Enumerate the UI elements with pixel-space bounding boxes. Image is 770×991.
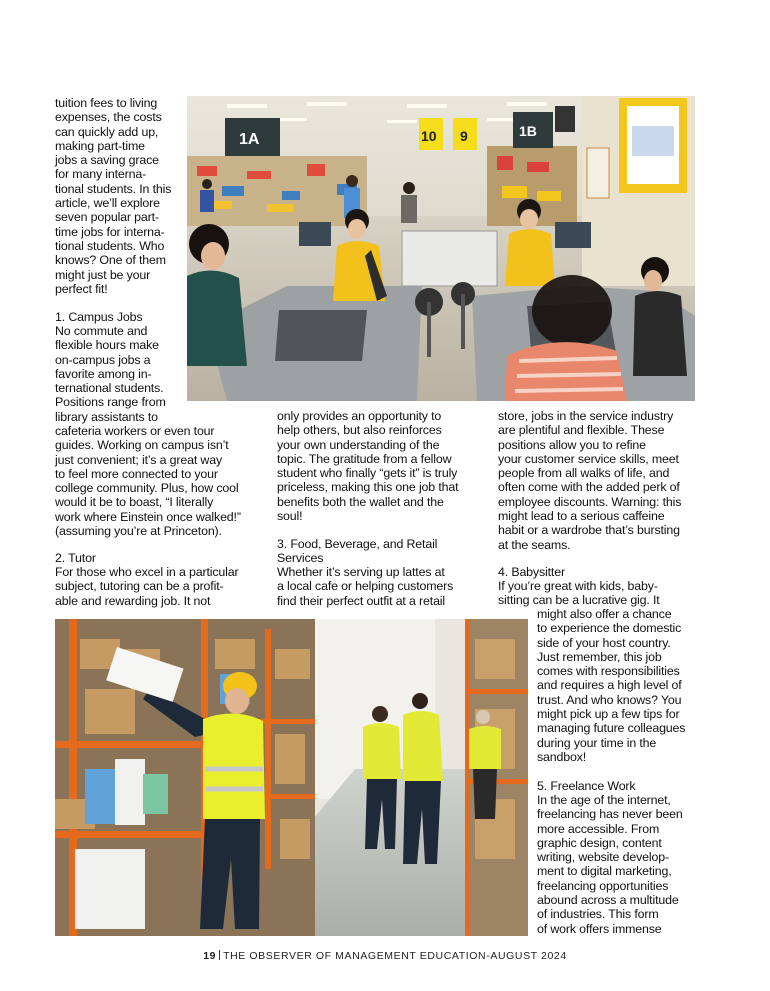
freelance-text: In the age of the internet, freelancing has never been more accessible. From graphic design, content writing, website develop- ment to digital marketing, freelancing opportunities abound across a multitude of industries. This form of work offers immense — [537, 793, 683, 936]
publication-name: THE OBSERVER OF MANAGEMENT EDUCATION — [223, 950, 487, 962]
intro-continued-text: tuition fees to living expenses, the costs can quickly add up, making part-time jobs a saving grace for many interna- tional students. In this article, we’ll explore seven popular part- time jobs for interna- tional students. Who knows? One of them might just be your perfect fit! — [55, 96, 172, 296]
food-retail-text: Whether it’s serving up lattes at a local cafe or helping customers find their perfect outfit at a retail — [277, 565, 454, 608]
page-footer — [0, 950, 770, 962]
food-retail-continued-text: store, jobs in the service industry are plentiful and flexible. These positions allow you to refine your customer service skills, meet people from all walks of life, and often come with the added perk of employee discounts. Warning: this might lead to a serious caffeine habit or a wardrobe that’s bursting at the seams. — [498, 409, 682, 552]
warehouse-workers-photo — [55, 619, 528, 936]
sign-label: 1B — [519, 123, 537, 139]
sign-label: 9 — [460, 128, 468, 144]
campus-jobs-text: cafeteria workers or even tour guides. Working on campus isn’t just convenient; it’s a great way to feel more connected to your college community. Plus, how cool would it be to boast, “I literally work where Einstein once walked!” (assuming you’re at Princeton). — [55, 424, 241, 539]
supermarket-checkout-photo — [187, 96, 695, 401]
food-retail-heading: 3. Food, Beverage, and Retail Services — [277, 537, 438, 566]
sign-label: 1A — [239, 131, 260, 148]
supermarket-illustration — [187, 96, 695, 401]
issue-date: AUGUST 2024 — [490, 950, 567, 962]
tutor-heading: 2. Tutor — [55, 551, 96, 565]
babysitter-heading: 4. Babysitter — [498, 565, 565, 579]
sign-label: 10 — [421, 128, 437, 144]
warehouse-illustration — [55, 619, 528, 936]
freelance-heading: 5. Freelance Work — [537, 779, 636, 793]
page-number: 19 — [203, 950, 217, 962]
campus-jobs-text-narrow: No commute and flexible hours make on-campus jobs a favorite among in- ternational students. Positions range from library assistants to — [55, 324, 166, 424]
babysitter-text: If you’re great with kids, baby- sitting can be a lucrative gig. It — [498, 579, 660, 608]
tutor-continued-text: only provides an opportunity to help others, but also reinforces your own understanding of the topic. The gratitude from a fellow student who finally “gets it” is truly priceless, making this one job that benefits both the wallet and the soul! — [277, 409, 459, 524]
campus-jobs-heading: 1. Campus Jobs — [55, 310, 143, 324]
footer-divider — [219, 950, 220, 960]
footer-dash: - — [486, 950, 491, 962]
tutor-text: For those who excel in a particular subject, tutoring can be a profit- able and rewarding job. It not — [55, 565, 239, 608]
babysitter-text-narrow: might also offer a chance to experience the domestic side of your host country. Just remember, this job comes with responsibilities and requires a high level of trust. And who knows? You might pick up a few tips for managing future colleagues during your time in the sandbox! — [537, 607, 686, 764]
